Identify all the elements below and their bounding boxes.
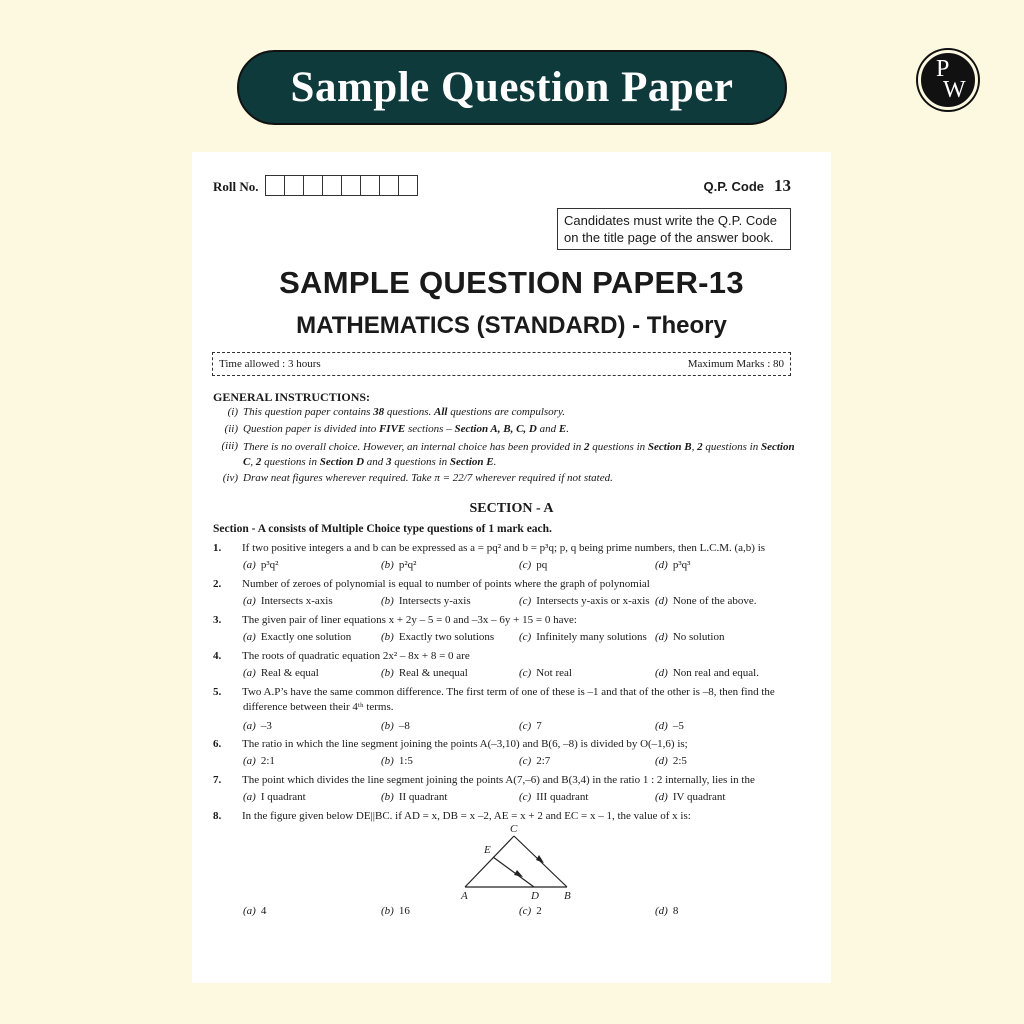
- label-d: D: [531, 890, 539, 902]
- question-text: The ratio in which the line segment joining the points A(–3,10) and B(6, –8) is divided by O(–1,6) is;: [242, 738, 688, 750]
- label-e: E: [484, 844, 491, 856]
- line-ed: [493, 857, 534, 887]
- options-row: [243, 754, 798, 770]
- option-letter: (b): [381, 755, 394, 767]
- question-text: The point which divides the line segment joining the points A(7,–6) and B(3,4) in the ratio 1 : 2 internally, lies in the: [242, 774, 755, 786]
- option-text: 2:7: [536, 755, 551, 767]
- instruction-text: Section C: [243, 441, 795, 468]
- roll-box: [322, 175, 342, 196]
- instruction-text: 38: [373, 406, 385, 418]
- instruction-text: questions in: [261, 456, 320, 468]
- option-b[interactable]: [381, 719, 410, 734]
- option-d[interactable]: [655, 594, 757, 609]
- option-a[interactable]: [243, 790, 306, 805]
- instruction-text: 2: [697, 441, 703, 453]
- instruction-text: Section E: [449, 456, 494, 468]
- option-text: 8: [672, 905, 679, 917]
- option-letter: (c): [519, 905, 532, 917]
- option-letter: (b): [381, 905, 394, 917]
- instruction-number: (ii): [224, 423, 238, 435]
- question-number: 4.: [213, 650, 222, 662]
- instruction-text: .: [566, 423, 569, 435]
- option-text: –5: [672, 720, 684, 732]
- instruction-text: 3: [386, 456, 392, 468]
- question-text: The roots of quadratic equation 2x² – 8x + 8 = 0 are: [242, 650, 470, 662]
- option-letter: (d): [655, 905, 668, 917]
- question-number: 6.: [213, 738, 222, 750]
- option-text: 1:5: [398, 755, 413, 767]
- option-a[interactable]: [243, 558, 278, 573]
- roll-label: Roll No.: [213, 179, 259, 194]
- options-row: [243, 558, 798, 574]
- option-text: 16: [398, 905, 410, 917]
- option-d[interactable]: [655, 754, 687, 769]
- option-c[interactable]: [519, 594, 650, 609]
- option-c[interactable]: [519, 666, 572, 681]
- option-a[interactable]: [243, 719, 272, 734]
- instruction-text: questions are compulsory.: [447, 406, 565, 418]
- option-text: 2:5: [672, 755, 687, 767]
- roll-box: [360, 175, 380, 196]
- option-letter: (b): [381, 720, 394, 732]
- options-row: [243, 904, 798, 920]
- option-text: –3: [260, 720, 272, 732]
- paper-title: SAMPLE QUESTION PAPER-13: [279, 265, 744, 300]
- option-text: No solution: [672, 631, 725, 643]
- option-text: Real & unequal: [398, 667, 468, 679]
- option-text: 4: [260, 905, 267, 917]
- label-c: C: [510, 823, 518, 835]
- section-title: SECTION - A: [469, 501, 554, 516]
- option-d[interactable]: [655, 790, 725, 805]
- option-text: III quadrant: [536, 791, 589, 803]
- question-number: 5.: [213, 686, 222, 698]
- option-a[interactable]: [243, 630, 351, 645]
- question-paper: [192, 152, 831, 983]
- roll-box: [284, 175, 304, 196]
- instruction-text: .: [493, 456, 497, 468]
- option-a[interactable]: [243, 594, 333, 609]
- instruction-number: (iv): [222, 472, 238, 484]
- option-letter: (c): [519, 595, 532, 607]
- option-letter: (a): [243, 791, 256, 803]
- instruction-text: There is no overall choice. However, an internal choice has been provided in: [243, 441, 585, 453]
- option-d[interactable]: [655, 630, 724, 645]
- pw-logo: P W: [918, 50, 978, 110]
- instruction-text: ,: [691, 441, 698, 453]
- option-b[interactable]: [381, 754, 413, 769]
- general-instructions-heading: GENERAL INSTRUCTIONS:: [213, 390, 371, 404]
- option-letter: (c): [519, 667, 532, 679]
- qp-code: [704, 176, 791, 196]
- option-text: –8: [398, 720, 410, 732]
- instruction-number: (iii): [221, 440, 238, 452]
- option-letter: (c): [519, 631, 532, 643]
- instruction-text: This question paper contains: [243, 406, 374, 418]
- instruction-text: and: [364, 456, 387, 468]
- option-text: Infinitely many solutions: [536, 631, 647, 643]
- option-b[interactable]: [381, 594, 471, 609]
- instruction-text: All: [433, 406, 448, 418]
- question-item: [213, 613, 798, 646]
- question-item: [213, 685, 798, 735]
- option-d[interactable]: [655, 666, 759, 681]
- option-b[interactable]: [381, 790, 447, 805]
- roll-box: [379, 175, 399, 196]
- option-letter: (c): [519, 791, 532, 803]
- options-row: [243, 790, 798, 806]
- option-letter: (b): [381, 631, 394, 643]
- option-a[interactable]: [243, 754, 275, 769]
- options-row: [243, 630, 798, 646]
- instruction-text: questions.: [384, 406, 434, 418]
- section-description: Section - A consists of Multiple Choice type questions of 1 mark each.: [213, 523, 552, 535]
- instruction-item: [214, 472, 814, 484]
- question-number: 1.: [213, 542, 222, 554]
- instruction-number: (i): [227, 406, 238, 418]
- roll-box: [341, 175, 361, 196]
- instruction-text: questions in: [702, 441, 761, 453]
- qp-label: Q.P. Code: [703, 179, 764, 194]
- question-item: [213, 737, 798, 770]
- option-letter: (b): [381, 595, 394, 607]
- option-text: IV quadrant: [672, 791, 726, 803]
- roll-number-boxes: [266, 175, 418, 196]
- question-text: Number of zeroes of polynomial is equal to number of points where the graph of polynomial: [242, 578, 650, 590]
- question-item: [213, 541, 798, 574]
- option-letter: (a): [243, 905, 256, 917]
- label-b: B: [564, 890, 571, 902]
- option-letter: (d): [655, 755, 668, 767]
- instruction-text: FIVE: [378, 423, 406, 435]
- option-b[interactable]: [381, 558, 416, 573]
- option-text: Not real: [536, 667, 572, 679]
- question-number: 8.: [213, 810, 222, 822]
- option-letter: (d): [655, 559, 668, 571]
- option-c[interactable]: [519, 754, 550, 769]
- option-d[interactable]: [655, 719, 684, 734]
- option-c[interactable]: [519, 630, 647, 645]
- option-letter: (a): [243, 559, 256, 571]
- option-letter: (a): [243, 720, 256, 732]
- option-text: II quadrant: [398, 791, 448, 803]
- option-letter: (a): [243, 667, 256, 679]
- instruction-item: [214, 406, 814, 418]
- option-text: Intersects y-axis or x-axis: [536, 595, 650, 607]
- instruction-text: Draw neat figures wherever required. Take π = 22/7 wherever required if not stated.: [243, 472, 613, 484]
- option-b[interactable]: [381, 666, 468, 681]
- option-text: pq: [536, 559, 548, 571]
- option-letter: (c): [519, 559, 532, 571]
- question-text: In the figure given below DE||BC. if AD = x, DB = x –2, AE = x + 2 and EC = x – 1, the value of x is:: [242, 810, 691, 822]
- option-letter: (d): [655, 720, 668, 732]
- option-letter: (b): [381, 559, 394, 571]
- option-letter: (d): [655, 631, 668, 643]
- instruction-text: Section D: [319, 456, 365, 468]
- instruction-text: sections –: [405, 423, 455, 435]
- roll-box: [398, 175, 418, 196]
- max-marks: Maximum Marks : 80: [687, 358, 784, 370]
- option-text: I quadrant: [260, 791, 306, 803]
- roll-box: [265, 175, 285, 196]
- option-letter: (a): [243, 631, 256, 643]
- option-text: Non real and equal.: [672, 667, 759, 679]
- option-a[interactable]: [243, 666, 319, 681]
- candidates-note: Candidates must write the Q.P. Code on the title page of the answer book.: [557, 208, 791, 250]
- option-text: 7: [536, 720, 542, 732]
- option-text: None of the above.: [672, 595, 757, 607]
- instruction-text: 2: [255, 456, 262, 468]
- option-c[interactable]: [519, 719, 542, 734]
- option-text: p²q²: [398, 559, 417, 571]
- option-d[interactable]: [655, 558, 690, 573]
- instruction-item: [214, 440, 814, 470]
- instruction-item: [214, 423, 814, 435]
- instruction-text: E: [558, 423, 567, 435]
- option-letter: (a): [243, 755, 256, 767]
- triangle-figure: [452, 822, 582, 902]
- question-item: [213, 773, 798, 806]
- option-c[interactable]: [519, 558, 547, 573]
- option-text: p³q³: [672, 559, 691, 571]
- qp-code-value: 13: [774, 176, 791, 195]
- paper-subtitle: MATHEMATICS (STANDARD) - Theory: [296, 312, 727, 339]
- instruction-text: Question paper is divided into: [243, 423, 379, 435]
- option-b[interactable]: [381, 630, 494, 645]
- option-c[interactable]: [519, 790, 588, 805]
- option-letter: (c): [519, 755, 532, 767]
- option-letter: (b): [381, 667, 394, 679]
- question-number: 2.: [213, 578, 222, 590]
- option-text: p³q²: [260, 559, 279, 571]
- option-b[interactable]: [381, 904, 410, 919]
- question-text: If two positive integers a and b can be expressed as a = pq² and b = p³q; p, q being prime numbers, then L.C.M. (a,b) is: [242, 542, 766, 554]
- instruction-text: Section B: [647, 441, 692, 453]
- option-letter: (b): [381, 791, 394, 803]
- question-item: [213, 577, 798, 610]
- option-letter: (d): [655, 791, 668, 803]
- option-d[interactable]: [655, 904, 678, 919]
- question-number: 7.: [213, 774, 222, 786]
- option-text: Intersects y-axis: [398, 595, 471, 607]
- question-number: 3.: [213, 614, 222, 626]
- question-text: The given pair of liner equations x + 2y – 5 = 0 and –3x – 6y + 15 = 0 have:: [242, 614, 577, 626]
- option-text: Intersects x-axis: [260, 595, 333, 607]
- option-letter: (d): [655, 667, 668, 679]
- option-text: 2:1: [260, 755, 275, 767]
- option-text: 2: [536, 905, 542, 917]
- roll-box: [303, 175, 323, 196]
- instruction-text: and: [536, 423, 559, 435]
- arrow-ed: [514, 870, 523, 877]
- option-a[interactable]: [243, 904, 266, 919]
- time-marks-box: [212, 352, 791, 376]
- instruction-text: questions in: [391, 456, 450, 468]
- instruction-text: Section A, B, C, D: [454, 423, 537, 435]
- instruction-text: questions in: [589, 441, 648, 453]
- option-text: Real & equal: [260, 667, 319, 679]
- options-row: [243, 719, 798, 735]
- time-allowed: Time allowed : 3 hours: [219, 358, 321, 370]
- options-row: [243, 594, 798, 610]
- instruction-text: 2: [584, 441, 590, 453]
- option-letter: (d): [655, 595, 668, 607]
- banner-title: Sample Question Paper: [237, 50, 787, 125]
- options-row: [243, 666, 798, 682]
- option-letter: (a): [243, 595, 256, 607]
- question-text: Two A.P’s have the same common difference. The first term of one of these is –1 and that of the other is –8, then find the difference between their 4ᵗʰ terms.: [242, 686, 775, 713]
- option-c[interactable]: [519, 904, 542, 919]
- question-item: [213, 649, 798, 682]
- label-a: A: [461, 890, 468, 902]
- option-letter: (c): [519, 720, 532, 732]
- option-text: Exactly one solution: [260, 631, 352, 643]
- option-text: Exactly two solutions: [398, 631, 495, 643]
- instruction-text: ,: [250, 456, 256, 468]
